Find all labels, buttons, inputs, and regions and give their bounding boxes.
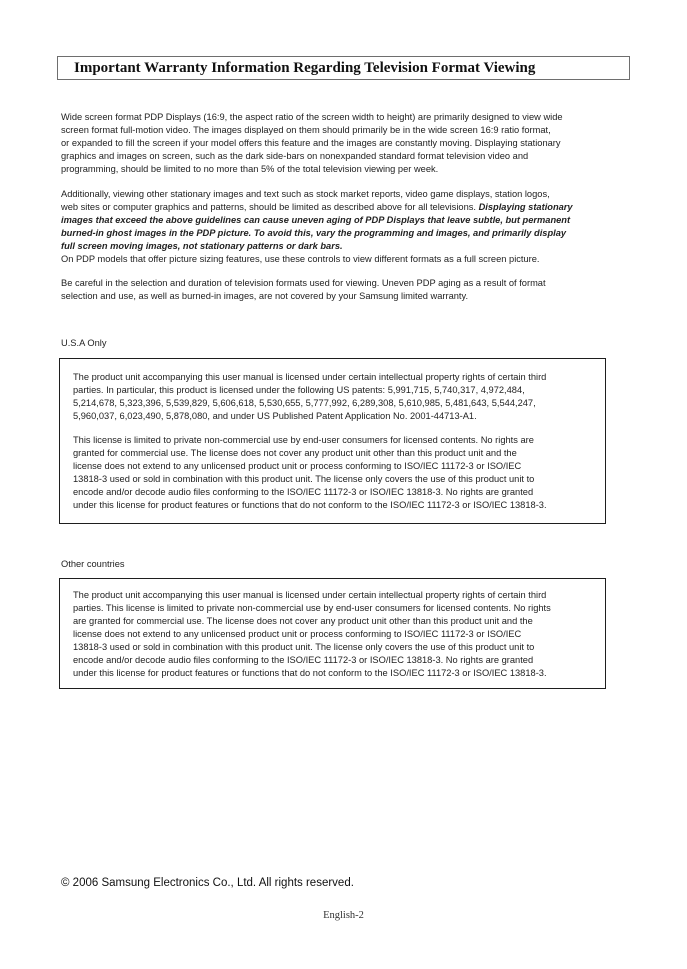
intro-p2-line <box>61 201 629 214</box>
intro-p1-line: programming, should be limited to no more than 5% of the total television viewing per week. <box>61 163 439 174</box>
other-p-line: parties. This license is limited to private non-commercial use by end-user consumers for licensed contents. No rights <box>73 603 551 613</box>
other-p-line: license does not extend to any unlicensed product unit or process conforming to ISO/IEC 11172-3 or ISO/IEC <box>73 629 522 639</box>
intro-p2-warning-line: images that exceed the above guidelines can cause uneven aging of PDP Displays that leave subtle, but permanent <box>61 214 571 225</box>
intro-p3-line: selection and use, as well as burned-in images, are not covered by your Samsung limited warranty. <box>61 290 469 301</box>
usa-p2-line: license does not extend to any unlicensed product unit or process conforming to ISO/IEC 11172-3 or ISO/IEC <box>73 461 522 471</box>
intro-p2-warning-line: full screen moving images, not stationary patterns or dark bars. <box>61 240 343 251</box>
usa-license-box <box>59 358 606 524</box>
intro-paragraph-1 <box>61 111 629 176</box>
title-box <box>57 56 630 80</box>
usa-p2-line: encode and/or decode audio files conforming to the ISO/IEC 11172-3 or ISO/IEC 13818-3. No rights are granted <box>73 487 534 497</box>
other-section-label: Other countries <box>61 559 125 569</box>
intro-p2-warning-line: burned-in ghost images in the PDP picture. To avoid this, vary the programming and images, and primarily display <box>61 227 567 238</box>
usa-license-paragraph-1 <box>73 371 598 423</box>
intro-p1-line: Wide screen format PDP Displays (16:9, the aspect ratio of the screen width to height) are primarily designed to view wide <box>61 112 563 122</box>
other-license-box <box>59 578 606 689</box>
usa-license-paragraph-2 <box>73 434 598 512</box>
usa-p1-line: parties. In particular, this product is licensed under the following US patents: 5,991,715, 5,740,317, 4,972,484, <box>73 385 525 395</box>
intro-paragraph-3 <box>61 277 629 303</box>
other-p-line: The product unit accompanying this user manual is licensed under certain intellectual property rights of certain third <box>73 590 547 600</box>
page-title: Important Warranty Information Regarding Television Format Viewing <box>74 60 536 76</box>
usa-p1-line: The product unit accompanying this user manual is licensed under certain intellectual property rights of certain third <box>73 372 547 382</box>
other-license-paragraph <box>73 589 598 680</box>
usa-p2-line: granted for commercial use. The license does not cover any product unit other than this product unit and the <box>73 448 517 458</box>
intro-p1-line: screen format full-motion video. The images displayed on them should primarily be in the wide screen 16:9 ratio format, <box>61 124 551 135</box>
usa-p2-line: under this license for product features or functions that do not conform to the ISO/IEC 11172-3 or ISO/IEC 13818-3. <box>73 500 547 510</box>
page-number: English-2 <box>323 910 364 921</box>
usa-section-label: U.S.A Only <box>61 338 107 348</box>
intro-paragraph-2 <box>61 188 629 265</box>
intro-p2-warning-text: Displaying stationary <box>478 201 573 212</box>
intro-p1-line: graphics and images on screen, such as the dark side-bars on nonexpanded standard format television video and <box>61 150 529 161</box>
copyright-notice: © 2006 Samsung Electronics Co., Ltd. All rights reserved. <box>61 877 354 889</box>
usa-p1-line: 5,960,037, 6,023,490, 5,878,080, and under US Published Patent Application No. 2001-44713-A1. <box>73 411 477 421</box>
other-p-line: under this license for product features or functions that do not conform to the ISO/IEC 11172-3 or ISO/IEC 13818-3. <box>73 668 547 678</box>
other-p-line: encode and/or decode audio files conforming to the ISO/IEC 11172-3 or ISO/IEC 13818-3. No rights are granted <box>73 655 534 665</box>
intro-p2-line: Additionally, viewing other stationary images and text such as stock market reports, video game displays, station logos, <box>61 189 550 199</box>
other-p-line: 13818-3 used or sold in combination with this product unit. The license only covers the use of this product unit to <box>73 642 535 652</box>
usa-p2-line: This license is limited to private non-commercial use by end-user consumers for licensed contents. No rights are <box>73 435 534 445</box>
intro-p1-line: or expanded to fill the screen if your model offers this feature and the images are constantly moving. Displaying stationary <box>61 137 561 148</box>
intro-p2-line: On PDP models that offer picture sizing features, use these controls to view different formats as a full screen picture. <box>61 253 540 264</box>
usa-p1-line: 5,214,678, 5,323,396, 5,539,829, 5,606,618, 5,530,655, 5,777,992, 6,289,308, 5,610,985, 5,481,643, 5,544,247, <box>73 398 536 408</box>
intro-p3-line: Be careful in the selection and duration of television formats used for viewing. Uneven PDP aging as a result of format <box>61 278 546 288</box>
usa-p2-line: 13818-3 used or sold in combination with this product unit. The license only covers the use of this product unit to <box>73 474 535 484</box>
other-p-line: are granted for commercial use. The license does not cover any product unit other than this product unit and the <box>73 616 533 626</box>
intro-p2-plain-text: web sites or computer graphics and patterns, should be limited as described above for all televisions. <box>61 201 479 212</box>
